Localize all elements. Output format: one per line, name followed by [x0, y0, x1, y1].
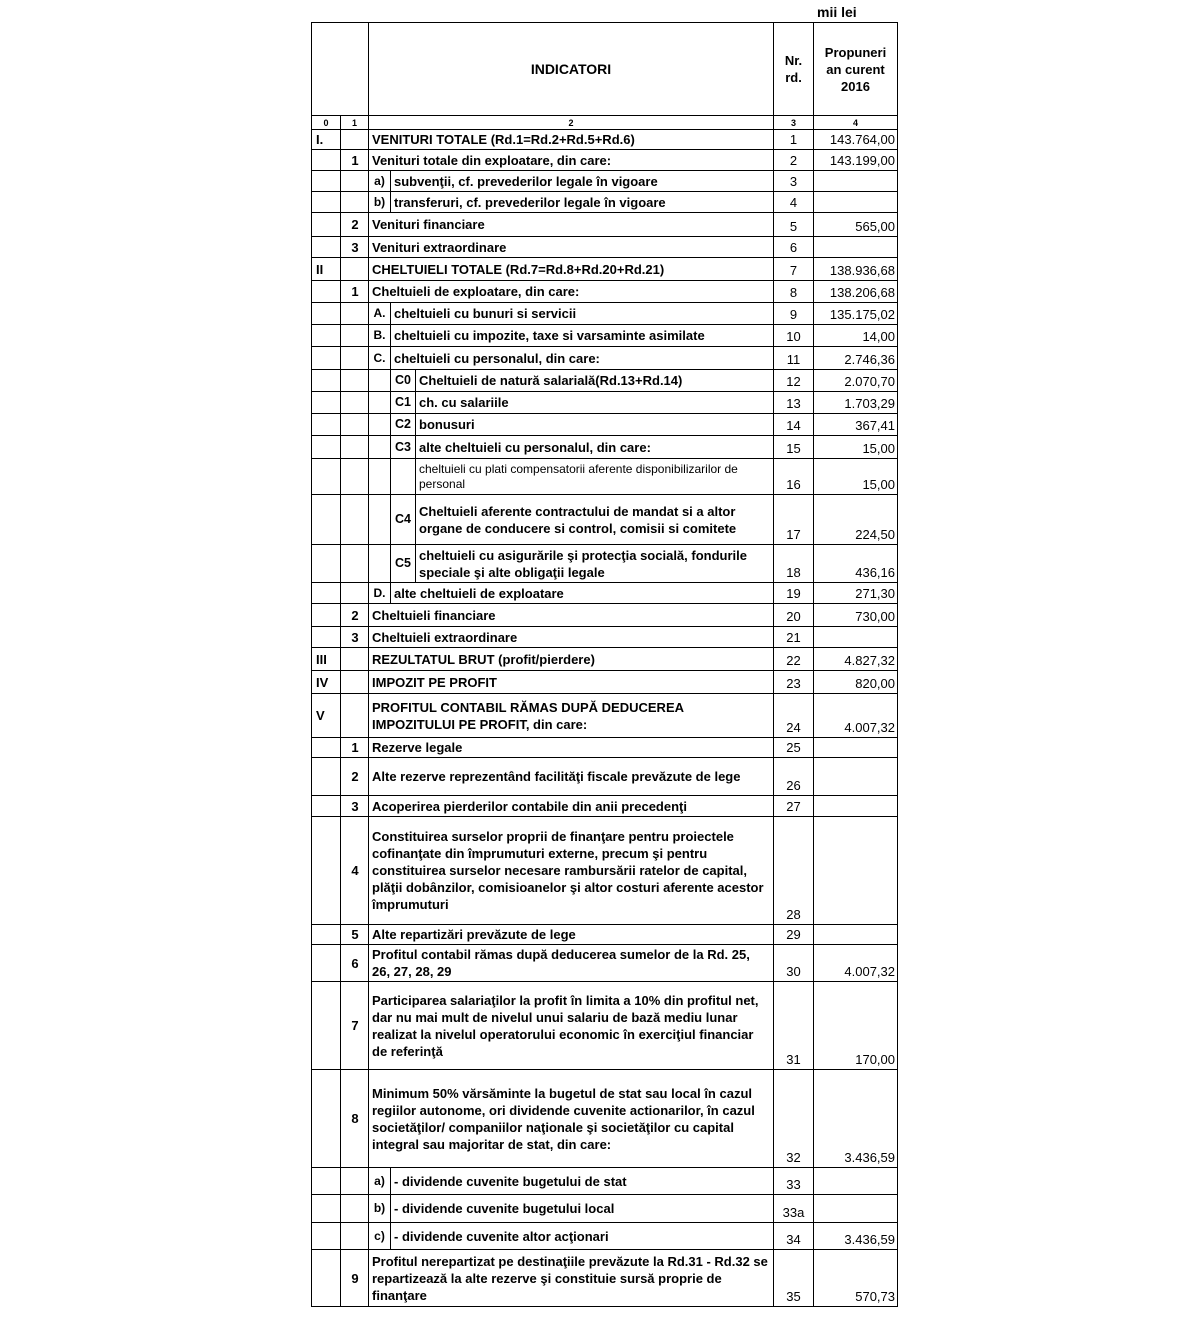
roman-numeral-cell: V: [312, 694, 341, 738]
indicator-label: Cheltuieli de exploatare, din care:: [369, 281, 774, 303]
letter-cell: c): [369, 1223, 391, 1250]
section-number-cell: [341, 130, 369, 150]
roman-numeral-cell: [312, 1168, 341, 1195]
indicator-label: Cheltuieli de natură salarială(Rd.13+Rd.14): [416, 370, 774, 392]
indicator-label: Acoperirea pierderilor contabile din anii precedenţi: [369, 796, 774, 817]
indicator-label: cheltuieli cu impozite, taxe si varsaminte asimilate: [391, 325, 774, 347]
value-cell: 2.746,36: [814, 347, 898, 370]
table-row: [312, 303, 898, 325]
subcode-cell: C1: [391, 392, 416, 414]
value-cell: 367,41: [814, 414, 898, 436]
roman-numeral-cell: I.: [312, 130, 341, 150]
section-number-cell: [341, 392, 369, 414]
indicator-label: Venituri totale din exploatare, din care:: [369, 150, 774, 171]
roman-numeral-cell: [312, 237, 341, 258]
section-number-cell: 1: [341, 150, 369, 171]
table-row: [312, 796, 898, 817]
row-number-cell: 18: [774, 545, 814, 583]
value-cell: 4.007,32: [814, 694, 898, 738]
roman-numeral-cell: [312, 545, 341, 583]
section-number-cell: 4: [341, 817, 369, 925]
indicator-label: Venituri financiare: [369, 213, 774, 237]
value-cell: [814, 171, 898, 192]
section-number-cell: [341, 671, 369, 694]
letter-cell: b): [369, 1195, 391, 1223]
indicator-label: transferuri, cf. prevederilor legale în vigoare: [391, 192, 774, 213]
table-row: [312, 237, 898, 258]
subcode-cell: C5: [391, 545, 416, 583]
letter-cell: b): [369, 192, 391, 213]
table-row: [312, 1250, 898, 1307]
table-row: [312, 130, 898, 150]
indicator-label: ch. cu salariile: [416, 392, 774, 414]
roman-numeral-cell: [312, 392, 341, 414]
indicator-label: bonusuri: [416, 414, 774, 436]
value-cell: [814, 796, 898, 817]
row-number-cell: 34: [774, 1223, 814, 1250]
row-number-cell: 19: [774, 583, 814, 604]
row-number-cell: 6: [774, 237, 814, 258]
letter-cell: [369, 392, 391, 414]
table-row: [312, 370, 898, 392]
colnum-2: 2: [369, 116, 774, 130]
subcode-cell: C0: [391, 370, 416, 392]
roman-numeral-cell: IV: [312, 671, 341, 694]
row-number-cell: 14: [774, 414, 814, 436]
value-cell: 14,00: [814, 325, 898, 347]
table-row: [312, 545, 898, 583]
value-cell: 3.436,59: [814, 1070, 898, 1168]
indicator-label: Venituri extraordinare: [369, 237, 774, 258]
row-number-cell: 1: [774, 130, 814, 150]
roman-numeral-cell: [312, 436, 341, 459]
indicator-label: Rezerve legale: [369, 738, 774, 758]
section-number-cell: 7: [341, 982, 369, 1070]
roman-numeral-cell: [312, 1250, 341, 1307]
roman-numeral-cell: [312, 817, 341, 925]
section-number-cell: [341, 192, 369, 213]
row-number-cell: 22: [774, 648, 814, 671]
row-number-cell: 32: [774, 1070, 814, 1168]
letter-cell: B.: [369, 325, 391, 347]
row-number-cell: 15: [774, 436, 814, 459]
indicator-label: alte cheltuieli de exploatare: [391, 583, 774, 604]
indicator-label: cheltuieli cu bunuri si servicii: [391, 303, 774, 325]
value-cell: 730,00: [814, 604, 898, 627]
section-number-cell: [341, 495, 369, 545]
header-nr-rd: Nr. rd.: [774, 23, 814, 116]
table-row: [312, 495, 898, 545]
value-cell: [814, 1195, 898, 1223]
letter-cell: a): [369, 1168, 391, 1195]
row-number-cell: 27: [774, 796, 814, 817]
table-row: [312, 627, 898, 648]
table-row: [312, 604, 898, 627]
roman-numeral-cell: [312, 1070, 341, 1168]
table-row: [312, 150, 898, 171]
section-number-cell: [341, 694, 369, 738]
subcode-cell: C2: [391, 414, 416, 436]
value-cell: 138.936,68: [814, 258, 898, 281]
value-cell: 138.206,68: [814, 281, 898, 303]
roman-numeral-cell: [312, 281, 341, 303]
roman-numeral-cell: [312, 583, 341, 604]
value-cell: [814, 738, 898, 758]
roman-numeral-cell: [312, 303, 341, 325]
value-cell: 143.764,00: [814, 130, 898, 150]
indicator-label: Profitul nerepartizat pe destinaţiile prevăzute la Rd.31 - Rd.32 se repartizează la alte rezerve şi constituie sursă proprie de finanţare: [369, 1250, 774, 1307]
roman-numeral-cell: [312, 604, 341, 627]
section-number-cell: 6: [341, 945, 369, 982]
row-number-cell: 35: [774, 1250, 814, 1307]
indicator-label: cheltuieli cu personalul, din care:: [391, 347, 774, 370]
row-number-cell: 17: [774, 495, 814, 545]
roman-numeral-cell: [312, 370, 341, 392]
table-row: [312, 281, 898, 303]
letter-cell: a): [369, 171, 391, 192]
section-number-cell: [341, 1195, 369, 1223]
table-row: [312, 347, 898, 370]
letter-cell: [369, 436, 391, 459]
subcode-cell: C3: [391, 436, 416, 459]
section-number-cell: [341, 303, 369, 325]
value-cell: [814, 758, 898, 796]
table-row: [312, 758, 898, 796]
row-number-cell: 33: [774, 1168, 814, 1195]
row-number-cell: 4: [774, 192, 814, 213]
header-blank-cell: [312, 23, 369, 116]
table-row: [312, 325, 898, 347]
indicator-label: VENITURI TOTALE (Rd.1=Rd.2+Rd.5+Rd.6): [369, 130, 774, 150]
column-number-row: [312, 116, 898, 130]
table-row: [312, 738, 898, 758]
section-number-cell: 2: [341, 213, 369, 237]
table-row: [312, 694, 898, 738]
section-number-cell: [341, 1168, 369, 1195]
roman-numeral-cell: [312, 982, 341, 1070]
row-number-cell: 23: [774, 671, 814, 694]
value-cell: 15,00: [814, 459, 898, 495]
row-number-cell: 31: [774, 982, 814, 1070]
row-number-cell: 3: [774, 171, 814, 192]
row-number-cell: 7: [774, 258, 814, 281]
section-number-cell: [341, 258, 369, 281]
roman-numeral-cell: [312, 347, 341, 370]
table-row: [312, 414, 898, 436]
roman-numeral-cell: II: [312, 258, 341, 281]
table-row: [312, 258, 898, 281]
roman-numeral-cell: [312, 495, 341, 545]
section-number-cell: 8: [341, 1070, 369, 1168]
colnum-0: 0: [312, 116, 341, 130]
section-number-cell: 1: [341, 281, 369, 303]
indicator-label: Minimum 50% vărsăminte la bugetul de stat sau local în cazul regiilor autonome, ori dividende cuvenite actionarilor, în cazul societăţilor/ companiilor naţionale şi societăţilor cu capital integral sau majoritar de stat, din care:: [369, 1070, 774, 1168]
roman-numeral-cell: [312, 150, 341, 171]
table-row: [312, 817, 898, 925]
table-row: [312, 171, 898, 192]
section-number-cell: 2: [341, 604, 369, 627]
value-cell: [814, 925, 898, 945]
indicator-label: PROFITUL CONTABIL RĂMAS DUPĂ DEDUCEREA IMPOZITULUI PE PROFIT, din care:: [369, 694, 774, 738]
row-number-cell: 8: [774, 281, 814, 303]
table-row: [312, 213, 898, 237]
indicator-label: Alte repartizări prevăzute de lege: [369, 925, 774, 945]
table-row: [312, 583, 898, 604]
row-number-cell: 26: [774, 758, 814, 796]
roman-numeral-cell: [312, 758, 341, 796]
section-number-cell: 5: [341, 925, 369, 945]
section-number-cell: 3: [341, 796, 369, 817]
table-row: [312, 1070, 898, 1168]
roman-numeral-cell: [312, 414, 341, 436]
value-cell: 436,16: [814, 545, 898, 583]
letter-cell: C.: [369, 347, 391, 370]
section-number-cell: 9: [341, 1250, 369, 1307]
header-row: [312, 23, 898, 116]
row-number-cell: 9: [774, 303, 814, 325]
row-number-cell: 25: [774, 738, 814, 758]
table-row: [312, 982, 898, 1070]
roman-numeral-cell: III: [312, 648, 341, 671]
colnum-4: 4: [814, 116, 898, 130]
budget-indicators-table: [311, 22, 898, 1307]
table-row: [312, 459, 898, 495]
indicator-label: REZULTATUL BRUT (profit/pierdere): [369, 648, 774, 671]
table-row: [312, 648, 898, 671]
colnum-3: 3: [774, 116, 814, 130]
roman-numeral-cell: [312, 627, 341, 648]
header-indicatori: INDICATORI: [369, 23, 774, 116]
row-number-cell: 33a: [774, 1195, 814, 1223]
row-number-cell: 11: [774, 347, 814, 370]
section-number-cell: 1: [341, 738, 369, 758]
indicator-label: Constituirea surselor proprii de finanţare pentru proiectele cofinanţate din împrumuturi externe, precum şi pentru constituirea surselor necesare rambursării ratelor de capital, plăţii dobânzilor, comisioanelor şi altor costuri aferente acestor împrumuturi: [369, 817, 774, 925]
row-number-cell: 30: [774, 945, 814, 982]
roman-numeral-cell: [312, 192, 341, 213]
roman-numeral-cell: [312, 325, 341, 347]
section-number-cell: [341, 648, 369, 671]
value-cell: 4.007,32: [814, 945, 898, 982]
table-row: [312, 1195, 898, 1223]
table-row: [312, 436, 898, 459]
value-cell: [814, 817, 898, 925]
unit-label: mii lei: [817, 4, 857, 20]
value-cell: 170,00: [814, 982, 898, 1070]
row-number-cell: 2: [774, 150, 814, 171]
value-cell: 3.436,59: [814, 1223, 898, 1250]
indicator-label: - dividende cuvenite bugetului local: [391, 1195, 774, 1223]
section-number-cell: [341, 171, 369, 192]
value-cell: 820,00: [814, 671, 898, 694]
table-row: [312, 1223, 898, 1250]
indicator-label: Profitul contabil rămas după deducerea sumelor de la Rd. 25, 26, 27, 28, 29: [369, 945, 774, 982]
value-cell: [814, 237, 898, 258]
roman-numeral-cell: [312, 459, 341, 495]
section-number-cell: 2: [341, 758, 369, 796]
indicator-label: - dividende cuvenite altor acţionari: [391, 1223, 774, 1250]
roman-numeral-cell: [312, 796, 341, 817]
value-cell: 4.827,32: [814, 648, 898, 671]
indicator-label: Cheltuieli financiare: [369, 604, 774, 627]
letter-cell: [369, 495, 391, 545]
section-number-cell: [341, 583, 369, 604]
section-number-cell: [341, 545, 369, 583]
letter-cell: D.: [369, 583, 391, 604]
value-cell: 2.070,70: [814, 370, 898, 392]
table-row: [312, 925, 898, 945]
indicator-label: Cheltuieli extraordinare: [369, 627, 774, 648]
header-propuneri: Propuneri an curent 2016: [814, 23, 898, 116]
colnum-1: 1: [341, 116, 369, 130]
row-number-cell: 20: [774, 604, 814, 627]
section-number-cell: [341, 1223, 369, 1250]
row-number-cell: 16: [774, 459, 814, 495]
section-number-cell: [341, 325, 369, 347]
section-number-cell: [341, 436, 369, 459]
indicator-label: cheltuieli cu asigurările şi protecţia socială, fondurile speciale şi alte obligaţii legale: [416, 545, 774, 583]
value-cell: 1.703,29: [814, 392, 898, 414]
row-number-cell: 5: [774, 213, 814, 237]
roman-numeral-cell: [312, 171, 341, 192]
letter-cell: A.: [369, 303, 391, 325]
roman-numeral-cell: [312, 945, 341, 982]
letter-cell: [369, 414, 391, 436]
row-number-cell: 10: [774, 325, 814, 347]
table-row: [312, 392, 898, 414]
roman-numeral-cell: [312, 1195, 341, 1223]
indicator-label: Alte rezerve reprezentând facilităţi fiscale prevăzute de lege: [369, 758, 774, 796]
section-number-cell: 3: [341, 237, 369, 258]
subcode-cell: C4: [391, 495, 416, 545]
indicator-label: cheltuieli cu plati compensatorii aferente disponibilizarilor de personal: [416, 459, 774, 495]
section-number-cell: [341, 414, 369, 436]
subcode-cell: [391, 459, 416, 495]
section-number-cell: [341, 459, 369, 495]
value-cell: 135.175,02: [814, 303, 898, 325]
letter-cell: [369, 545, 391, 583]
table-row: [312, 671, 898, 694]
value-cell: [814, 1168, 898, 1195]
table-row: [312, 945, 898, 982]
indicator-label: alte cheltuieli cu personalul, din care:: [416, 436, 774, 459]
indicator-label: CHELTUIELI TOTALE (Rd.7=Rd.8+Rd.20+Rd.21): [369, 258, 774, 281]
letter-cell: [369, 459, 391, 495]
letter-cell: [369, 370, 391, 392]
table-row: [312, 192, 898, 213]
value-cell: 143.199,00: [814, 150, 898, 171]
indicator-label: - dividende cuvenite bugetului de stat: [391, 1168, 774, 1195]
roman-numeral-cell: [312, 925, 341, 945]
value-cell: [814, 627, 898, 648]
roman-numeral-cell: [312, 1223, 341, 1250]
row-number-cell: 21: [774, 627, 814, 648]
table-row: [312, 1168, 898, 1195]
row-number-cell: 13: [774, 392, 814, 414]
indicator-label: Participarea salariaţilor la profit în limita a 10% din profitul net, dar nu mai mult de nivelul unui salariu de bază mediu lunar realizat la nivelul operatorului economic în exerciţiul financiar de referinţă: [369, 982, 774, 1070]
section-number-cell: 3: [341, 627, 369, 648]
row-number-cell: 28: [774, 817, 814, 925]
indicator-label: Cheltuieli aferente contractului de mandat si a altor organe de conducere si control, comisii si comitete: [416, 495, 774, 545]
value-cell: 15,00: [814, 436, 898, 459]
row-number-cell: 29: [774, 925, 814, 945]
row-number-cell: 24: [774, 694, 814, 738]
value-cell: [814, 192, 898, 213]
indicator-label: IMPOZIT PE PROFIT: [369, 671, 774, 694]
section-number-cell: [341, 347, 369, 370]
value-cell: 224,50: [814, 495, 898, 545]
value-cell: 565,00: [814, 213, 898, 237]
value-cell: 271,30: [814, 583, 898, 604]
row-number-cell: 12: [774, 370, 814, 392]
roman-numeral-cell: [312, 738, 341, 758]
value-cell: 570,73: [814, 1250, 898, 1307]
section-number-cell: [341, 370, 369, 392]
indicator-label: subvenţii, cf. prevederilor legale în vigoare: [391, 171, 774, 192]
roman-numeral-cell: [312, 213, 341, 237]
